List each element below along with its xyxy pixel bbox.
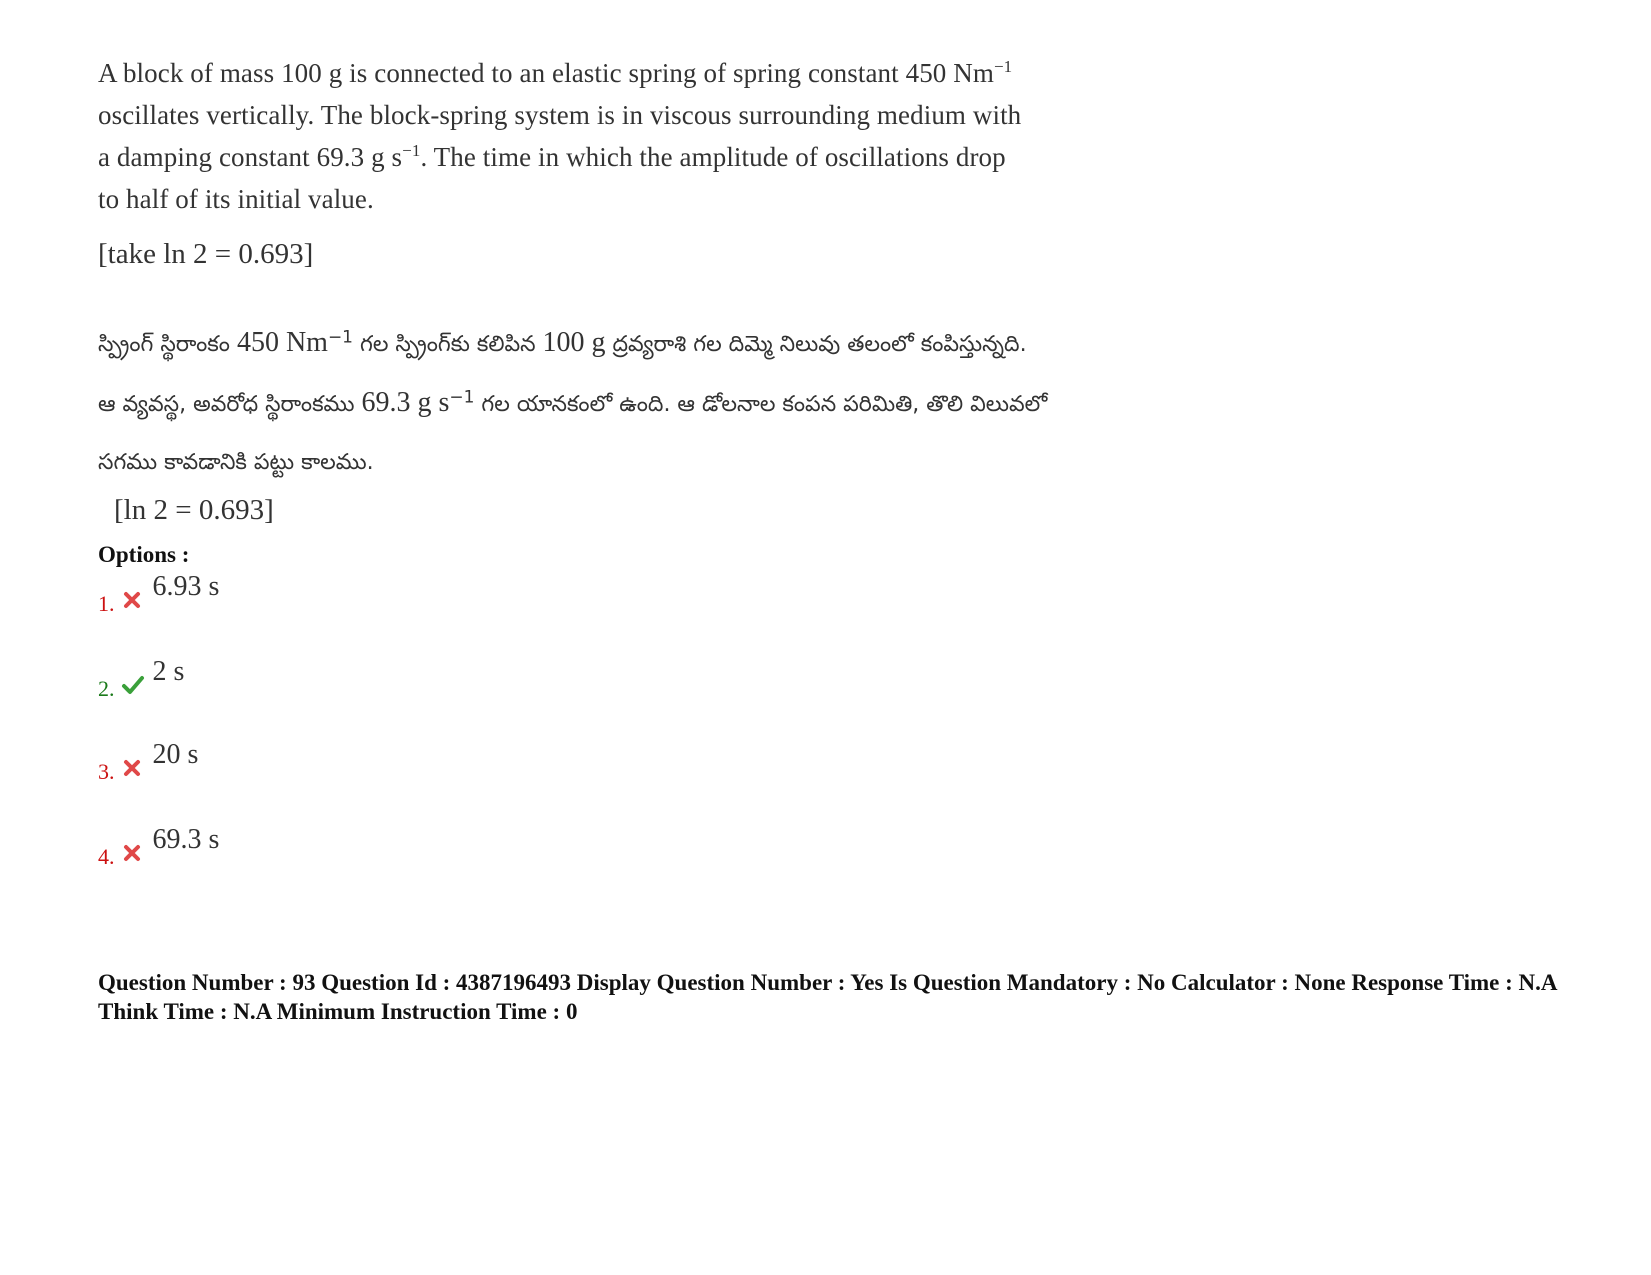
options-label: Options : bbox=[98, 542, 190, 567]
option-value: 69.3 s bbox=[152, 824, 220, 855]
telugu-number: 100 g bbox=[542, 327, 606, 358]
question-text-segment: A block of mass 100 g is connected to an elastic spring of spring constant 450 Nm bbox=[98, 58, 994, 88]
option-3 bbox=[98, 739, 199, 785]
option-2 bbox=[98, 656, 185, 702]
question-text-line bbox=[98, 52, 1208, 94]
telugu-segment: గల స్ప్రింగ్‌కు కలిపిన bbox=[353, 332, 543, 357]
question-body bbox=[98, 52, 1208, 528]
telugu-segment: ఆ వ్యవస్థ, అవరోధ స్థిరాంకము bbox=[98, 392, 362, 417]
check-icon bbox=[121, 674, 143, 696]
option-1 bbox=[98, 571, 220, 617]
telugu-line: సగము కావడానికి పట్టు కాలము. bbox=[98, 450, 374, 475]
option-value: 6.93 s bbox=[152, 571, 220, 602]
telugu-line bbox=[98, 314, 1208, 374]
telugu-segment: గల యానకంలో ఉంది. ఆ డోలనాల కంపన పరిమితి, తొలి విలువలో bbox=[481, 392, 1048, 417]
option-number: 1. bbox=[98, 591, 115, 616]
option-value: 20 s bbox=[152, 739, 199, 770]
option-number: 4. bbox=[98, 844, 115, 869]
superscript: −1 bbox=[449, 387, 475, 408]
option-number: 2. bbox=[98, 676, 115, 701]
question-text-line: to half of its initial value. bbox=[98, 184, 374, 214]
cross-icon bbox=[121, 589, 143, 611]
telugu-line bbox=[98, 374, 1208, 434]
option-number: 3. bbox=[98, 759, 115, 784]
question-metadata: Question Number : 93 Question Id : 4387196493 Display Question Number : Yes Is Question Mandatory : No Calculator : None Response Time : N.A Think Time : N.A Minimum Instruction Time : 0 bbox=[98, 970, 1557, 1024]
question-text-telugu bbox=[98, 314, 1208, 492]
question-hint-telugu: [ln 2 = 0.693] bbox=[114, 494, 274, 526]
telugu-segment: ద్రవ్యరాశి గల దిమ్మె నిలువు తలంలో కంపిస్తున్నది. bbox=[605, 332, 1027, 357]
cross-icon bbox=[121, 757, 143, 779]
question-hint: [take ln 2 = 0.693] bbox=[98, 238, 314, 270]
superscript: −1 bbox=[993, 57, 1013, 76]
telugu-number: 69.3 g s bbox=[361, 387, 450, 418]
telugu-segment: స్ప్రింగ్ స్థిరాంకం bbox=[98, 332, 237, 357]
option-4 bbox=[98, 824, 220, 870]
question-text-line bbox=[98, 136, 1208, 178]
question-text-line: oscillates vertically. The block-spring system is in viscous surrounding medium with bbox=[98, 100, 1022, 130]
superscript: −1 bbox=[402, 141, 421, 160]
telugu-number: 450 Nm bbox=[236, 327, 328, 358]
option-value: 2 s bbox=[152, 656, 185, 687]
question-text-segment: a damping constant 69.3 g s bbox=[98, 142, 403, 172]
question-text-segment: . The time in which the amplitude of oscillations drop bbox=[420, 142, 1006, 172]
cross-icon bbox=[121, 842, 143, 864]
superscript: −1 bbox=[327, 327, 353, 348]
